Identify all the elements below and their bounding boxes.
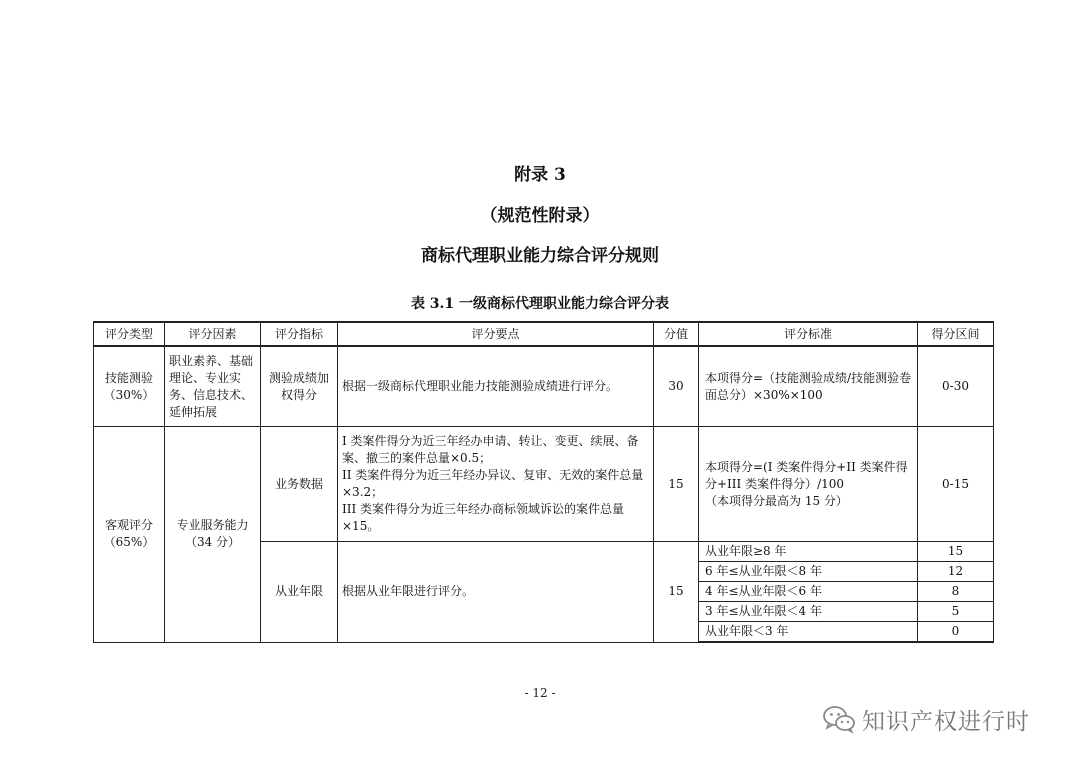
header-cell: 评分因素 <box>165 322 261 346</box>
points-cell: 根据从业年限进行评分。 <box>338 542 654 643</box>
header-cell: 评分要点 <box>338 322 654 346</box>
header-cell: 评分类型 <box>94 322 165 346</box>
indicator-cell: 业务数据 <box>261 427 338 542</box>
table-caption: 表 3.1 一级商标代理职业能力综合评分表 <box>410 296 670 312</box>
wechat-icon <box>822 704 856 734</box>
table-header-row <box>94 322 994 346</box>
document-title: 商标代理职业能力综合评分规则 <box>421 246 659 266</box>
normative-label: （规范性附录） <box>480 206 600 226</box>
tier-score-cell: 5 <box>918 602 994 622</box>
points-line: III 类案件得分为近三年经办商标领域诉讼的案件总量×15。 <box>342 502 625 533</box>
factor-cell: 职业素养、基础理论、专业实务、信息技术、延伸拓展 <box>165 346 261 427</box>
factor-cell: 专业服务能力（34 分） <box>165 427 261 643</box>
header-cell: 分值 <box>654 322 699 346</box>
watermark-text: 知识产权进行时 <box>862 708 1030 735</box>
value-cell: 30 <box>654 346 699 427</box>
points-line: II 类案件得分为近三年经办异议、复审、无效的案件总量×3.2； <box>342 468 644 499</box>
tier-score-cell: 0 <box>918 622 994 643</box>
tier-score-cell: 12 <box>918 562 994 582</box>
scoring-table <box>93 321 994 643</box>
tier-standard-cell: 从业年限＜3 年 <box>699 622 918 643</box>
tier-standard-cell: 3 年≤从业年限＜4 年 <box>699 602 918 622</box>
type-cell: 技能测验（30%） <box>94 346 165 427</box>
watermark <box>822 702 1030 736</box>
standard-cell: 本项得分=（技能测验成绩/技能测验卷面总分）×30%×100 <box>699 346 918 427</box>
table-row <box>94 346 994 427</box>
tier-score-cell: 15 <box>918 542 994 562</box>
points-line: I 类案件得分为近三年经办申请、转让、变更、续展、备案、撤三的案件总量×0.5； <box>342 434 639 465</box>
appendix-heading: 附录 3 <box>514 165 566 185</box>
standard-line: 本项得分=(I 类案件得分+II 类案件得分+III 类案件得分）/100 <box>705 459 908 491</box>
page-number: - 12 - <box>524 686 556 700</box>
tier-standard-cell: 6 年≤从业年限＜8 年 <box>699 562 918 582</box>
tier-score-cell: 8 <box>918 582 994 602</box>
range-cell: 0-15 <box>918 427 994 542</box>
type-cell: 客观评分（65%） <box>94 427 165 643</box>
standard-line: （本项得分最高为 15 分） <box>705 493 848 508</box>
tier-standard-cell: 4 年≤从业年限＜6 年 <box>699 582 918 602</box>
header-cell: 得分区间 <box>918 322 994 346</box>
range-cell: 0-30 <box>918 346 994 427</box>
indicator-cell: 从业年限 <box>261 542 338 643</box>
header-cell: 评分指标 <box>261 322 338 346</box>
points-cell <box>338 427 654 542</box>
standard-cell <box>699 427 918 542</box>
value-cell: 15 <box>654 427 699 542</box>
header-cell: 评分标准 <box>699 322 918 346</box>
points-cell: 根据一级商标代理职业能力技能测验成绩进行评分。 <box>338 346 654 427</box>
value-cell: 15 <box>654 542 699 643</box>
tier-standard-cell: 从业年限≥8 年 <box>699 542 918 562</box>
indicator-cell: 测验成绩加权得分 <box>261 346 338 427</box>
table-row <box>94 427 994 542</box>
